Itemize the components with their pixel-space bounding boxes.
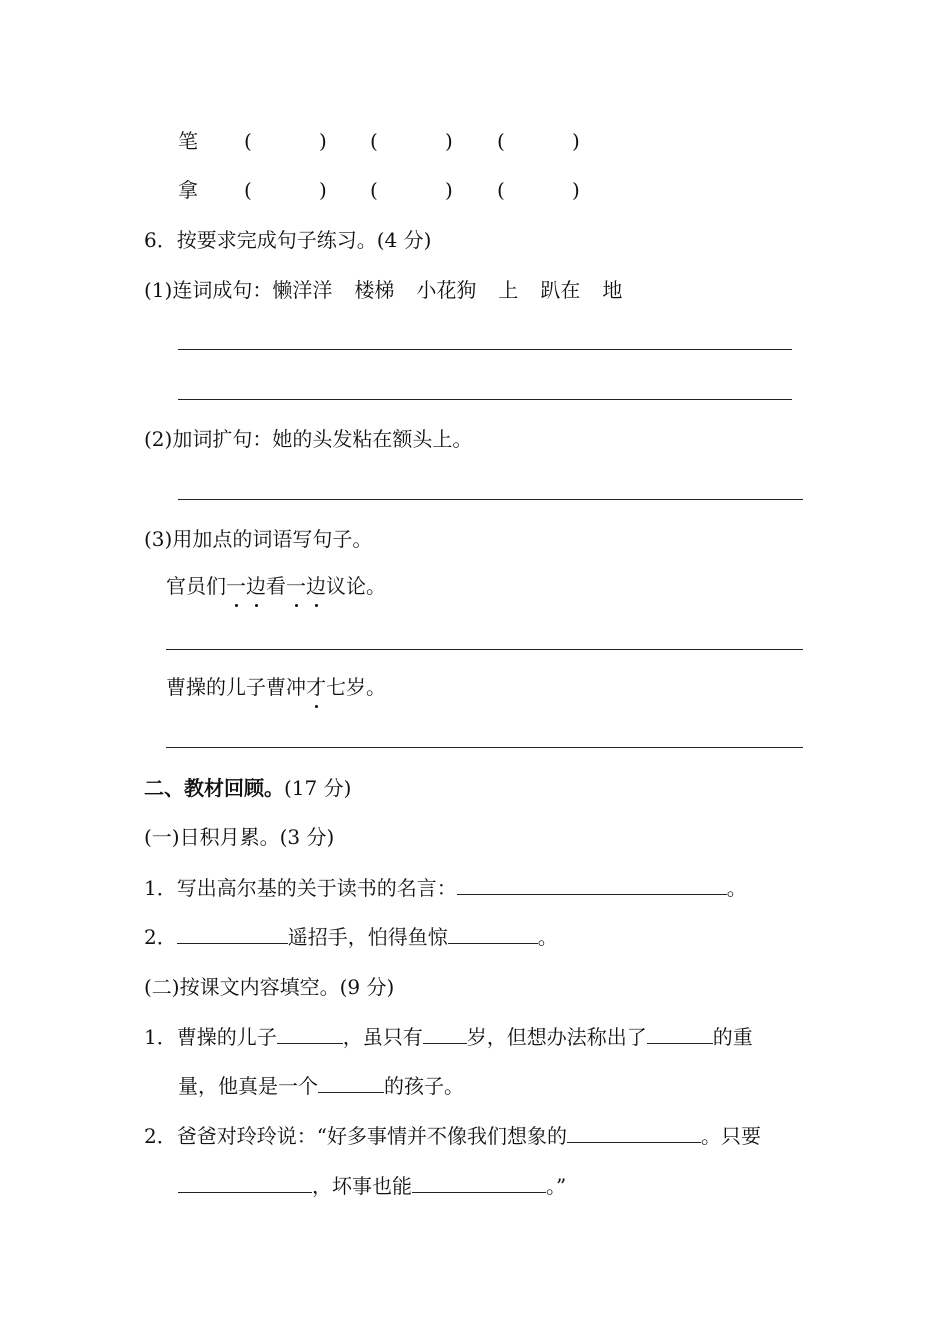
question-text: 。 xyxy=(726,876,747,900)
word: 上 xyxy=(498,278,519,302)
s2-q3-line2 xyxy=(178,1072,464,1100)
fill-blank[interactable] xyxy=(567,1122,701,1143)
q6-part3-sentence1 xyxy=(166,572,386,600)
paren-close: ) xyxy=(445,129,453,153)
paren-close: ) xyxy=(572,129,580,153)
fill-blank[interactable] xyxy=(178,1172,312,1193)
fill-blank[interactable] xyxy=(423,1023,467,1044)
dotted-char: 边 xyxy=(246,574,266,598)
answer-line[interactable] xyxy=(178,349,792,350)
section2-title: 二、教材回顾。 xyxy=(144,776,284,800)
word: 地 xyxy=(602,278,623,302)
question-text: 。 xyxy=(537,925,558,949)
question-text: 的重 xyxy=(712,1025,753,1049)
dotted-char: 边 xyxy=(306,574,326,598)
dotted-char: 一 xyxy=(286,574,306,598)
q6-part3-label: (3)用加点的词语写句子。 xyxy=(144,527,373,551)
word-list xyxy=(272,278,644,302)
question-text: 量，他真是一个 xyxy=(178,1074,318,1098)
question-text: 。只要 xyxy=(700,1124,761,1148)
question-number: 2． xyxy=(144,1124,177,1148)
sentence-text: 官员们 xyxy=(166,574,226,598)
question-text: 的孩子。 xyxy=(384,1074,464,1098)
question-text: 1．写出高尔基的关于读书的名言： xyxy=(144,876,457,900)
s2-q2 xyxy=(144,923,558,951)
q6-part1-label: (1)连词成句： xyxy=(144,278,273,302)
fill-blank[interactable] xyxy=(177,923,288,944)
fill-blank[interactable] xyxy=(457,874,727,895)
question-text: ，坏事也能 xyxy=(312,1174,412,1198)
s2-q1 xyxy=(144,874,747,902)
dotted-char: 才 xyxy=(306,675,326,699)
paren-close: ) xyxy=(319,178,327,202)
paren-open: ( xyxy=(370,178,378,202)
answer-line[interactable] xyxy=(166,649,803,650)
question-text: ，虽只有 xyxy=(342,1025,423,1049)
paren-close: ) xyxy=(319,129,327,153)
fill-blank[interactable] xyxy=(277,1023,343,1044)
sentence-text: 七岁。 xyxy=(326,675,386,699)
paren-open: ( xyxy=(497,178,505,202)
s2-q4-line1 xyxy=(144,1122,761,1150)
word: 小花狗 xyxy=(416,278,477,302)
question-number: 2． xyxy=(144,925,177,949)
row-char: 拿 xyxy=(178,178,198,202)
dotted-char: 一 xyxy=(226,574,246,598)
q6-part1 xyxy=(144,276,644,304)
fill-blank[interactable] xyxy=(318,1072,384,1093)
paren-close: ) xyxy=(445,178,453,202)
word: 趴在 xyxy=(540,278,581,302)
q6-title: 6．按要求完成句子练习。(4 分) xyxy=(144,228,432,252)
paren-open: ( xyxy=(370,129,378,153)
sentence-text: 看 xyxy=(266,574,286,598)
fill-blank[interactable] xyxy=(412,1172,546,1193)
s2-q3-line1 xyxy=(144,1023,753,1051)
question-text: 岁，但想办法称出了 xyxy=(466,1025,647,1049)
s2-q4-line2 xyxy=(178,1172,566,1200)
answer-line[interactable] xyxy=(178,499,803,500)
paren-open: ( xyxy=(497,129,505,153)
word: 懒洋洋 xyxy=(272,278,333,302)
row-char: 笔 xyxy=(178,129,198,153)
fill-blank[interactable] xyxy=(647,1023,713,1044)
question-text: 遥招手，怕得鱼惊 xyxy=(287,925,448,949)
sentence-text: 曹操的儿子曹冲 xyxy=(166,675,306,699)
answer-line[interactable] xyxy=(166,747,803,748)
question-text: 曹操的儿子 xyxy=(176,1025,277,1049)
sub1-title: (一)日积月累。(3 分) xyxy=(144,825,335,849)
section2-score: (17 分) xyxy=(284,776,352,800)
section2-heading xyxy=(144,774,351,802)
fill-blank[interactable] xyxy=(448,923,538,944)
answer-line[interactable] xyxy=(178,399,792,400)
question-number: 1． xyxy=(144,1025,177,1049)
paren-open: ( xyxy=(244,129,252,153)
word: 楼梯 xyxy=(354,278,395,302)
sub2-title: (二)按课文内容填空。(9 分) xyxy=(144,975,395,999)
question-text: 爸爸对玲玲说：“好多事情并不像我们想象的 xyxy=(176,1124,567,1148)
q6-part3-sentence2 xyxy=(166,673,386,701)
sentence-text: 议论。 xyxy=(326,574,386,598)
question-text: 。” xyxy=(546,1174,567,1198)
paren-open: ( xyxy=(244,178,252,202)
q6-part2: (2)加词扩句：她的头发粘在额头上。 xyxy=(144,427,473,451)
paren-close: ) xyxy=(572,178,580,202)
